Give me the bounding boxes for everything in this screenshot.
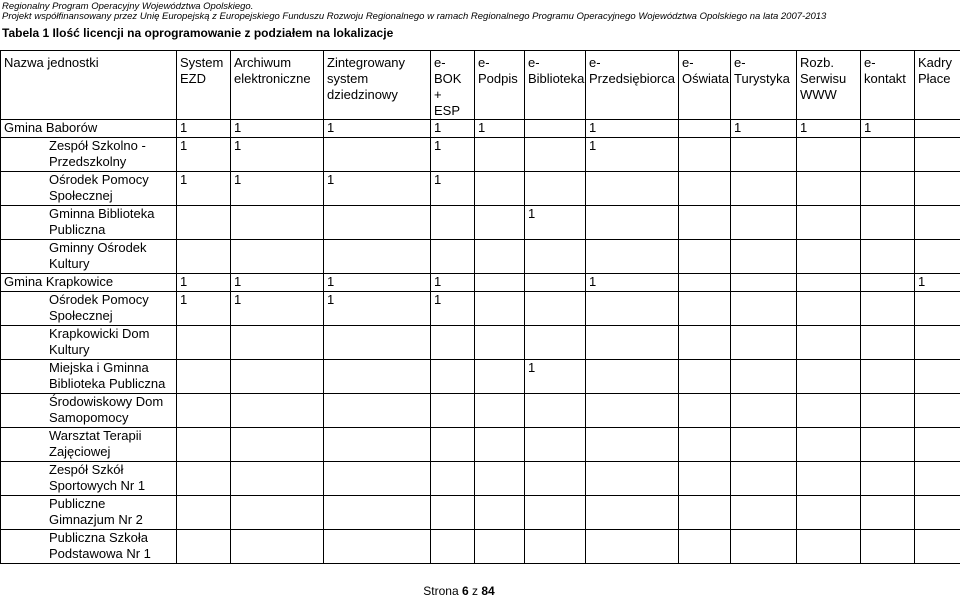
license-count-cell [525,496,586,530]
license-count-cell [324,138,431,172]
table-row [1,206,960,240]
license-count-cell [324,428,431,462]
license-count-cell [324,240,431,274]
license-count-cell [731,240,797,274]
license-count-cell [475,274,525,292]
license-count-cell [731,206,797,240]
license-count-cell [324,496,431,530]
license-count-cell [679,206,731,240]
column-header: e- Biblioteka [525,51,586,120]
license-count-cell [431,326,475,360]
license-count-cell [797,292,861,326]
license-count-cell [679,274,731,292]
license-count-cell [679,120,731,138]
column-header: e- Podpis [475,51,525,120]
license-count-cell: 1 [177,172,231,206]
license-count-cell [915,360,960,394]
license-count-cell [324,462,431,496]
column-header: e- Oświata [679,51,731,120]
license-count-cell: 1 [586,120,679,138]
license-count-cell [177,394,231,428]
sub-unit-name: Gminna Biblioteka Publiczna [1,206,177,240]
license-count-cell [177,326,231,360]
table-row [1,394,960,428]
sub-unit-name: Ośrodek Pomocy Społecznej [1,292,177,326]
column-header: e- Turystyka [731,51,797,120]
license-count-cell [475,428,525,462]
page-footer [0,584,918,598]
license-count-cell: 1 [431,274,475,292]
license-count-cell [586,394,679,428]
column-header: Nazwa jednostki [1,51,177,120]
license-count-cell [431,428,475,462]
license-count-cell: 1 [797,120,861,138]
license-count-cell [797,530,861,564]
license-count-cell [731,394,797,428]
license-count-cell [586,462,679,496]
license-count-cell [525,462,586,496]
license-count-cell [475,326,525,360]
license-count-cell [731,462,797,496]
license-count-cell [731,496,797,530]
table-header-row [1,51,960,120]
license-count-cell [861,496,915,530]
table-body [1,120,960,564]
table-row [1,292,960,326]
license-count-cell [177,530,231,564]
column-header: Kadry Płace [915,51,960,120]
license-count-cell [797,240,861,274]
license-count-cell [475,496,525,530]
license-count-cell [525,240,586,274]
sub-unit-name: Gminny Ośrodek Kultury [1,240,177,274]
license-count-cell [525,138,586,172]
license-count-cell [797,462,861,496]
license-count-cell [797,496,861,530]
license-count-cell [861,394,915,428]
license-count-cell [679,172,731,206]
license-count-cell [324,360,431,394]
license-count-cell: 1 [475,120,525,138]
license-count-cell [431,496,475,530]
license-count-cell [586,428,679,462]
license-count-cell [525,394,586,428]
license-count-cell [679,530,731,564]
license-count-cell [731,172,797,206]
license-count-cell [231,530,324,564]
license-count-cell [586,292,679,326]
license-count-cell [861,360,915,394]
license-count-cell [231,206,324,240]
license-count-cell [915,206,960,240]
license-count-cell: 1 [731,120,797,138]
sub-unit-name: Publiczna Szkoła Podstawowa Nr 1 [1,530,177,564]
license-count-cell [797,360,861,394]
document-header-line-2: Projekt współfinansowany przez Unię Europejską z Europejskiego Funduszu Rozwoju Regionalnego w ramach Regionalnego Programu Operacyjnego Województwa Opolskiego na lata 2007-2013 [2,11,827,22]
license-count-cell [915,496,960,530]
license-count-cell [861,292,915,326]
license-count-cell [797,138,861,172]
column-header: Rozb. Serwisu WWW [797,51,861,120]
license-count-cell [797,172,861,206]
license-count-cell [861,240,915,274]
license-count-cell: 1 [861,120,915,138]
license-count-cell [861,428,915,462]
license-count-cell [475,138,525,172]
license-count-cell [915,292,960,326]
column-header: Zintegrowany system dziedzinowy [324,51,431,120]
footer-page-number: 6 [461,584,469,598]
license-count-cell: 1 [177,138,231,172]
license-count-cell [797,326,861,360]
license-count-cell: 1 [586,274,679,292]
license-count-cell [475,394,525,428]
column-header: e- kontakt [861,51,915,120]
sub-unit-name: Zespół Szkół Sportowych Nr 1 [1,462,177,496]
license-count-cell [475,240,525,274]
table-row [1,172,960,206]
license-count-cell: 1 [915,274,960,292]
license-count-cell [861,206,915,240]
license-count-cell [586,496,679,530]
license-count-cell [679,292,731,326]
license-count-cell [525,428,586,462]
column-header: Archiwum elektroniczne [231,51,324,120]
license-count-cell: 1 [586,138,679,172]
license-count-cell [861,138,915,172]
license-count-cell [731,292,797,326]
license-count-cell: 1 [324,274,431,292]
license-count-cell [731,428,797,462]
license-count-cell [475,292,525,326]
license-count-cell [475,206,525,240]
table-row [1,240,960,274]
license-count-cell [525,274,586,292]
license-count-cell [586,326,679,360]
unit-name: Gmina Krapkowice [1,274,177,292]
license-count-cell: 1 [177,120,231,138]
table-row [1,496,960,530]
license-count-cell [431,462,475,496]
license-count-cell [231,326,324,360]
license-count-cell: 1 [525,360,586,394]
license-count-cell: 1 [177,274,231,292]
license-count-cell [475,172,525,206]
license-count-cell [525,120,586,138]
document-header-line-1: Regionalny Program Operacyjny Województwa Opolskiego. [2,1,254,12]
license-count-cell [586,172,679,206]
license-count-cell [861,462,915,496]
license-count-cell [475,360,525,394]
license-count-cell: 1 [431,138,475,172]
license-count-cell: 1 [431,292,475,326]
license-count-cell [861,274,915,292]
license-count-cell [231,360,324,394]
license-count-cell: 1 [177,292,231,326]
license-count-cell [177,496,231,530]
license-count-cell [915,326,960,360]
license-count-cell: 1 [231,138,324,172]
column-header: e-BOK + ESP [431,51,475,120]
license-count-cell: 1 [324,292,431,326]
table-row [1,326,960,360]
license-count-cell [731,530,797,564]
license-count-cell [797,206,861,240]
license-count-cell [475,462,525,496]
license-count-cell: 1 [231,274,324,292]
license-count-cell [586,240,679,274]
license-count-cell [731,326,797,360]
license-count-cell [231,394,324,428]
license-count-cell [431,530,475,564]
column-header: System EZD [177,51,231,120]
sub-unit-name: Środowiskowy Dom Samopomocy [1,394,177,428]
license-count-cell [231,496,324,530]
license-count-cell [731,360,797,394]
license-count-cell [679,360,731,394]
licenses-table-container [0,50,960,578]
license-count-cell [231,462,324,496]
license-count-cell [431,394,475,428]
footer-total-pages: 84 [481,584,495,598]
license-count-cell [679,326,731,360]
license-count-cell: 1 [525,206,586,240]
column-header: e- Przedsiębiorca [586,51,679,120]
license-count-cell [525,292,586,326]
license-count-cell [861,172,915,206]
license-count-cell: 1 [324,172,431,206]
license-count-cell [915,138,960,172]
license-count-cell [177,360,231,394]
license-count-cell [915,394,960,428]
license-count-cell [177,428,231,462]
license-count-cell [797,394,861,428]
license-count-cell [731,138,797,172]
unit-name: Gmina Baborów [1,120,177,138]
license-count-cell [731,274,797,292]
sub-unit-name: Publiczne Gimnazjum Nr 2 [1,496,177,530]
license-count-cell: 1 [431,120,475,138]
license-count-cell [915,240,960,274]
license-count-cell [586,530,679,564]
license-count-cell [797,274,861,292]
table-row [1,138,960,172]
license-count-cell [679,462,731,496]
license-count-cell [861,326,915,360]
license-count-cell [431,240,475,274]
license-count-cell [679,496,731,530]
license-count-cell [915,172,960,206]
sub-unit-name: Miejska i Gminna Biblioteka Publiczna [1,360,177,394]
footer-prefix: Strona [423,584,459,598]
table-title: Tabela 1 Ilość licencji na oprogramowanie z podziałem na lokalizacje [2,26,394,40]
table-row [1,428,960,462]
license-count-cell: 1 [231,120,324,138]
license-count-cell [915,530,960,564]
license-count-cell: 1 [324,120,431,138]
license-count-cell [861,530,915,564]
license-count-cell [915,428,960,462]
license-count-cell [525,172,586,206]
license-count-cell [475,530,525,564]
license-count-cell: 1 [231,292,324,326]
sub-unit-name: Warsztat Terapii Zajęciowej [1,428,177,462]
table-row [1,274,960,292]
license-count-cell [915,120,960,138]
table-row [1,530,960,564]
license-count-cell [324,394,431,428]
license-count-cell: 1 [431,172,475,206]
license-count-cell [679,138,731,172]
license-count-cell [679,428,731,462]
license-count-cell [324,530,431,564]
table-row [1,360,960,394]
license-count-cell [324,326,431,360]
sub-unit-name: Zespół Szkolno - Przedszkolny [1,138,177,172]
license-count-cell [177,462,231,496]
license-count-cell [431,360,475,394]
footer-separator: z [472,584,479,598]
license-count-cell [231,428,324,462]
license-count-cell [586,360,679,394]
license-count-cell [525,326,586,360]
license-count-cell [177,206,231,240]
license-count-cell: 1 [231,172,324,206]
license-count-cell [797,428,861,462]
license-count-cell [324,206,431,240]
license-count-cell [679,394,731,428]
license-count-cell [915,462,960,496]
license-count-cell [231,240,324,274]
license-count-cell [177,240,231,274]
license-count-cell [431,206,475,240]
license-count-cell [679,240,731,274]
license-count-cell [525,530,586,564]
table-row [1,120,960,138]
table-row [1,462,960,496]
sub-unit-name: Krapkowicki Dom Kultury [1,326,177,360]
licenses-table [0,50,960,564]
sub-unit-name: Ośrodek Pomocy Społecznej [1,172,177,206]
license-count-cell [586,206,679,240]
